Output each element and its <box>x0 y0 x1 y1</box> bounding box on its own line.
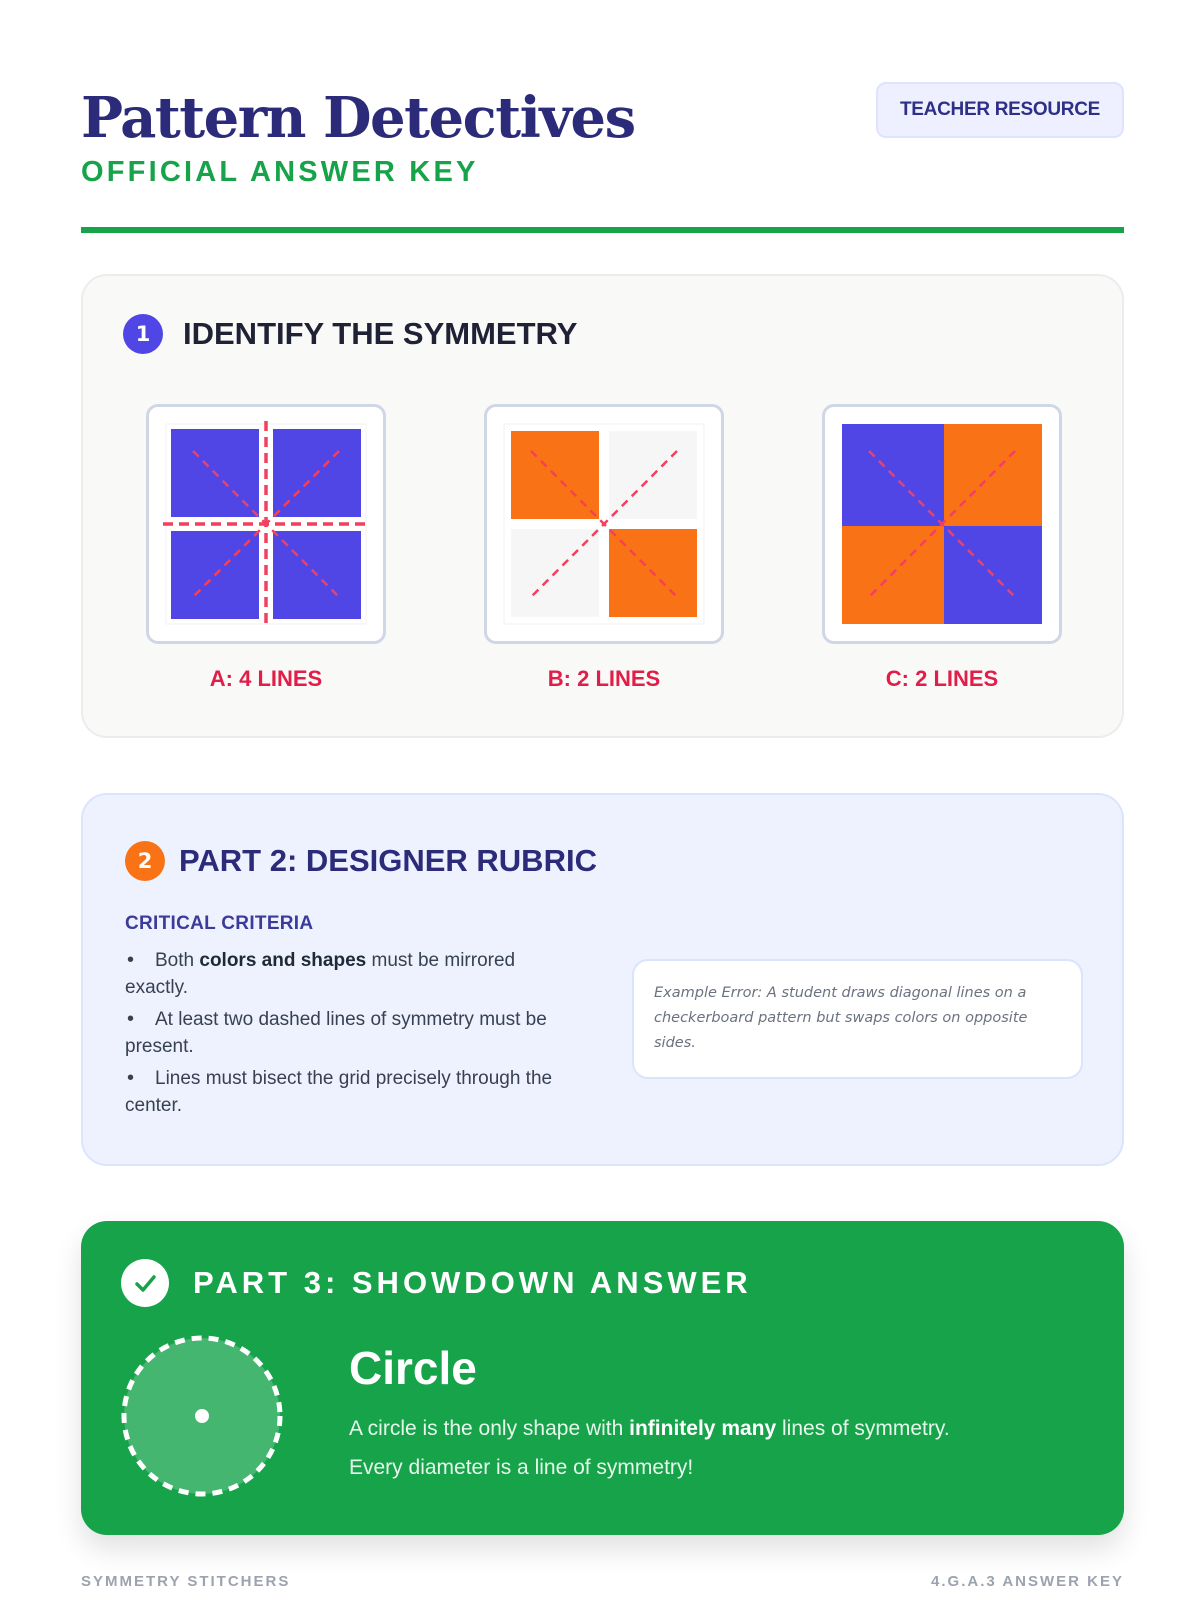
section-showdown-answer <box>81 1221 1124 1535</box>
answer-explanation: A circle is the only shape with infinitely many lines of symmetry. Every diameter is a line of symmetry! <box>349 1417 950 1479</box>
answer-word: Circle <box>349 1342 477 1394</box>
section-designer-rubric <box>81 793 1124 1166</box>
circle-icon <box>119 1333 285 1499</box>
tile-c-label: C: 2 LINES <box>885 666 999 691</box>
tile-c-pattern <box>839 421 1045 627</box>
list-item: • At least two dashed lines of symmetry must be present. <box>125 1006 565 1060</box>
section3-heading <box>121 1259 752 1307</box>
footer-right: 4.G.A.3 ANSWER KEY <box>931 1573 1124 1590</box>
section-identify-symmetry <box>81 274 1124 738</box>
section3-title: PART 3: SHOWDOWN ANSWER <box>193 1265 752 1300</box>
list-item: • Lines must bisect the grid precisely through the center. <box>125 1065 565 1119</box>
tile-a-label: A: 4 LINES <box>209 666 323 691</box>
tile-a-pattern <box>163 421 369 627</box>
section2-title: PART 2: DESIGNER RUBRIC <box>179 843 597 878</box>
page-subtitle: OFFICIAL ANSWER KEY <box>81 156 479 188</box>
example-error-box: Example Error: A student draws diagonal lines on a checkerboard pattern but swaps colors on opposite sides. <box>632 959 1083 1079</box>
tile-a <box>146 404 386 691</box>
teacher-resource-badge: TEACHER RESOURCE <box>876 82 1124 138</box>
tile-a-frame <box>146 404 386 644</box>
header <box>81 82 1124 232</box>
tile-c-frame <box>822 404 1062 644</box>
section1-heading <box>123 314 577 354</box>
section2-number-badge: 2 <box>125 841 165 881</box>
footer-left: SYMMETRY STITCHERS <box>81 1573 291 1590</box>
tile-b <box>484 404 724 691</box>
section1-number-badge: 1 <box>123 314 163 354</box>
header-divider <box>81 227 1124 233</box>
section2-heading <box>125 841 597 881</box>
list-item: • Both colors and shapes must be mirrored exactly. <box>125 947 565 1001</box>
tile-b-label: B: 2 LINES <box>547 666 661 691</box>
criteria-list <box>125 947 565 1124</box>
tile-b-pattern <box>501 421 707 627</box>
page-title: Pattern Detectives <box>81 85 635 151</box>
section1-title: IDENTIFY THE SYMMETRY <box>183 316 578 351</box>
tile-c <box>822 404 1062 691</box>
check-icon <box>121 1259 169 1307</box>
criteria-title: CRITICAL CRITERIA <box>125 913 314 934</box>
tile-b-frame <box>484 404 724 644</box>
